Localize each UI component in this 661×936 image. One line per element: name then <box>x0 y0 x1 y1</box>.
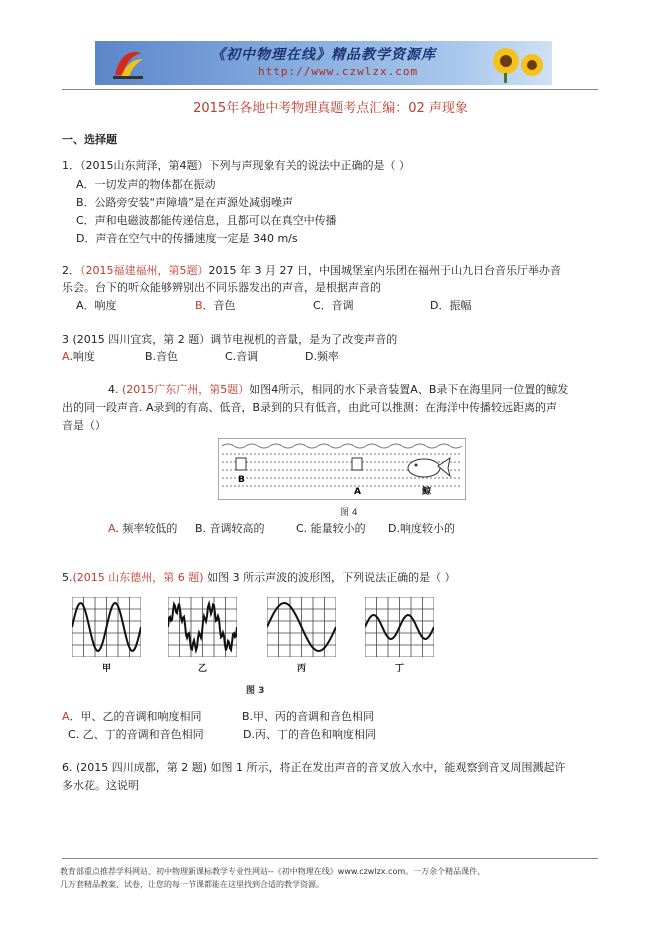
header-banner <box>95 41 552 85</box>
question-4 <box>108 381 568 397</box>
question-5 <box>62 569 456 585</box>
fig4-label-a: A <box>354 487 361 497</box>
question-4-cont2: 音是（） <box>62 419 106 432</box>
q1-option-b: B．公路旁安装“声障墙”是在声源处减弱噪声 <box>76 196 293 209</box>
q5-option-d: D.丙、丁的音色和响度相同 <box>243 728 376 741</box>
q3-option-a: A.响度 <box>62 350 95 363</box>
question-number: 4. <box>108 383 119 396</box>
waveform-jia <box>72 597 141 657</box>
footer-line-1: 教育部重点推荐学科网站、初中物理新课标教学专业性网站--《初中物理在线》www.czwlzx.com。一万余个精品课件、 <box>60 867 486 876</box>
question-text: 2015 年 3 月 27 日，中国城堡室内乐团在福州于山九日台音乐厅举办音 <box>208 264 561 277</box>
q4-option-a-text: . 频率较低的 <box>115 522 178 535</box>
banner-title: 《初中物理在线》精品教学资源库 <box>211 47 436 63</box>
q4-option-d: D.响度较小的 <box>388 522 455 535</box>
q5-option-a: A．甲、乙的音调和响度相同 <box>62 710 202 723</box>
q3-option-b: B.音色 <box>145 350 179 363</box>
question-4-cont: 出的同一段声音. A录到的有高、低音，B录到的只有低音，由此可以推测：在海洋中传播较远距离的声 <box>62 401 558 414</box>
waveform-yi <box>168 597 237 657</box>
waveform-ding <box>365 597 434 657</box>
q3-option-d: D.频率 <box>305 350 339 363</box>
q1-option-d: D．声音在空气中的传播速度一定是 340 m/s <box>76 232 298 245</box>
waveform-label-ding: 丁 <box>395 664 405 674</box>
question-3: 3 (2015 四川宜宾，第 2 题）调节电视机的音量，是为了改变声音的 <box>62 333 398 346</box>
question-source: （2015福建福州，第5题） <box>80 264 209 277</box>
footer-line-2: 几万套精品教案、试卷，让您的每一节课都能在这里找到合适的教学资源。 <box>60 880 324 889</box>
banner-url: http://www.czwlzx.com <box>258 65 419 78</box>
q5-option-a-text: ．甲、乙的音调和响度相同 <box>69 710 202 723</box>
q1-option-a: A．一切发声的物体都在振动 <box>76 178 216 191</box>
fig4-label-whale: 鲸 <box>422 487 432 497</box>
figure-4-ocean-diagram <box>218 438 466 500</box>
question-number: 2． <box>62 264 80 277</box>
q3-option-a-text: .响度 <box>69 350 95 363</box>
question-source: (2015广东广州，第5题） <box>122 383 250 396</box>
question-text: 如图4所示，相同的水下录音装置A、B录下在海里同一位置的鲸发 <box>249 383 569 396</box>
figure-3-caption: 图 3 <box>246 686 265 696</box>
question-2-cont: 乐会。台下的听众能够辨别出不同乐器发出的声音，是根据声音的 <box>62 281 381 294</box>
q3-option-c: C.音调 <box>225 350 259 363</box>
footer-divider <box>62 858 598 859</box>
waveform-label-jia: 甲 <box>102 664 112 674</box>
q2-option-a: A．响度 <box>76 299 117 312</box>
question-2 <box>62 262 561 278</box>
sunflower-icon <box>486 43 546 83</box>
waveform-label-bing: 丙 <box>297 664 307 674</box>
q4-option-c: C. 能量较小的 <box>296 522 366 535</box>
question-text: 下列与声现象有关的说法中正确的是（ ） <box>208 159 410 172</box>
q2-option-b-text: ．音色 <box>202 299 236 312</box>
question-number: 1． <box>62 159 80 172</box>
site-logo-icon <box>111 47 145 81</box>
waveform-label-yi: 乙 <box>198 664 208 674</box>
header-divider <box>62 89 598 90</box>
waveform-bing <box>267 597 336 657</box>
q4-option-b: B. 音调较高的 <box>195 522 265 535</box>
question-1 <box>62 157 410 173</box>
question-text: 如图 3 所示声波的波形图，下列说法正确的是（ ） <box>207 571 456 584</box>
q2-option-b: B．音色 <box>195 299 236 312</box>
question-6: 6. (2015 四川成都，第 2 题) 如图 1 所示，将正在发出声音的音叉放入水中，能观察到音叉周围溅起许 <box>62 761 566 774</box>
q1-option-c: C．声和电磁波都能传递信息，且都可以在真空中传播 <box>76 214 337 227</box>
question-source: （2015山东菏泽，第4题） <box>80 159 209 172</box>
q5-option-c: C. 乙、丁的音调和音色相同 <box>68 728 204 741</box>
q4-option-a: A. 频率较低的 <box>108 522 178 535</box>
q2-option-d: D．振幅 <box>430 299 472 312</box>
fig4-label-b: B <box>238 475 245 485</box>
question-6-cont: 多水花。这说明 <box>62 779 139 792</box>
section-heading: 一、选择题 <box>62 133 117 146</box>
figure-4-caption: 图 4 <box>340 508 358 518</box>
question-source: (2015 山东德州，第 6 题) <box>72 571 204 584</box>
question-number: 5. <box>62 571 73 584</box>
q5-option-b: B.甲、丙的音调和音色相同 <box>242 710 375 723</box>
q2-option-c: C．音调 <box>313 299 354 312</box>
page-title: 2015年各地中考物理真题考点汇编：02 声现象 <box>193 101 468 116</box>
